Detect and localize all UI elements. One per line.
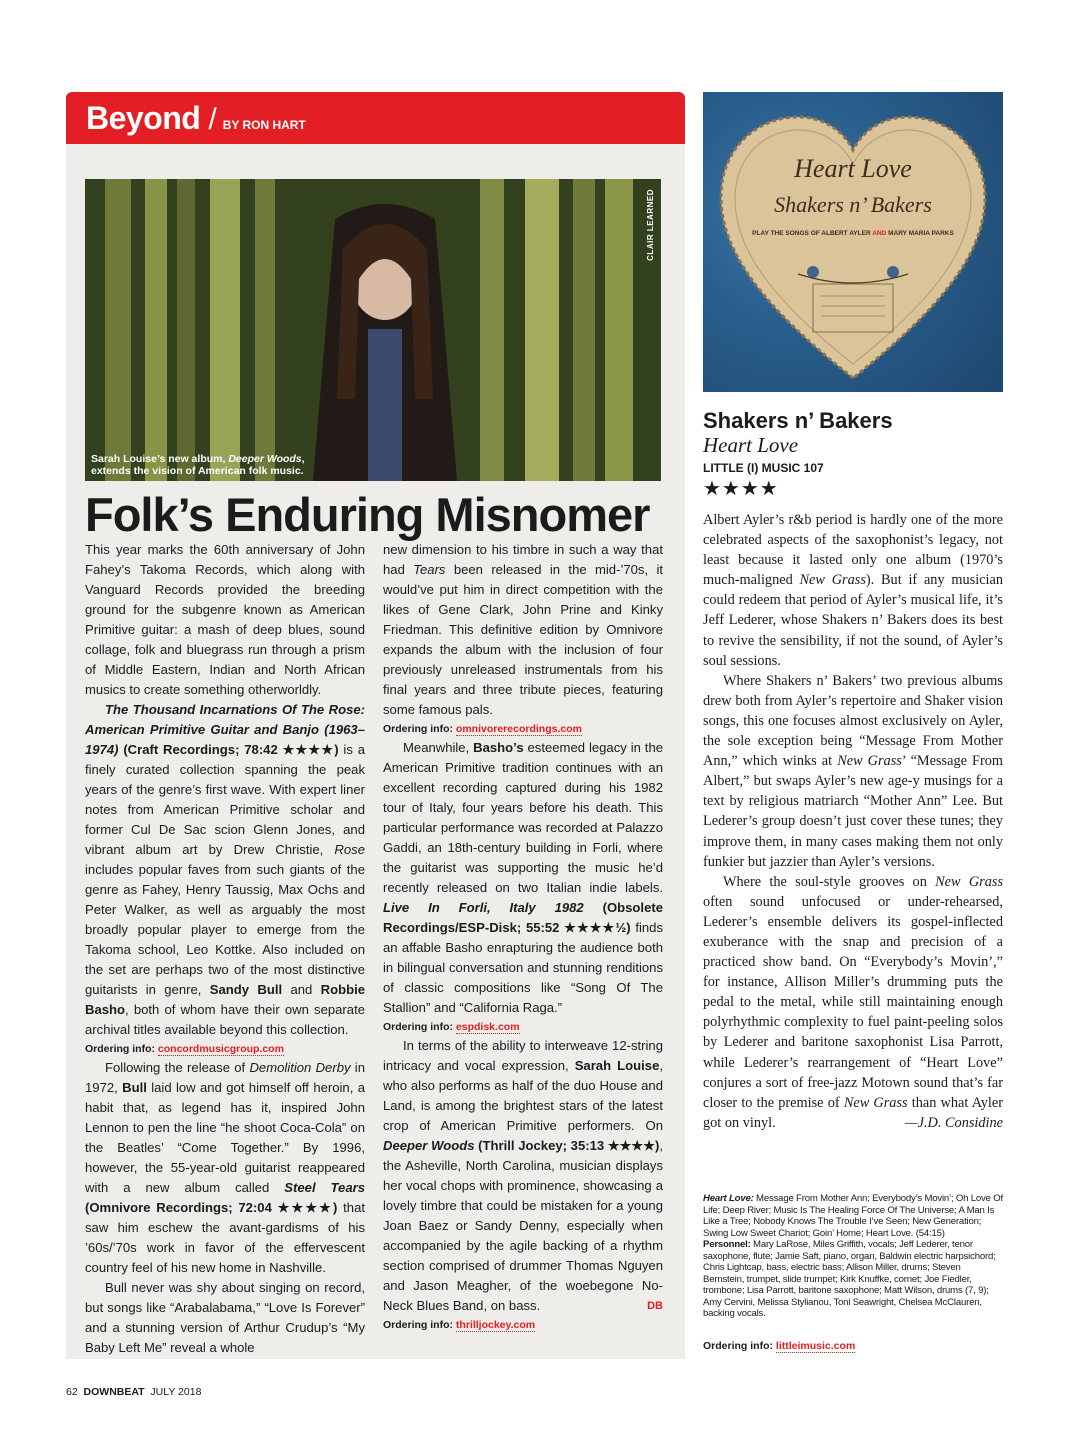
caption-line2: extends the vision of American folk music. [91,465,304,477]
ordering-info [85,1040,365,1058]
ordering-link[interactable]: espdisk.com [455,1021,520,1033]
text: is a finely curated collection spanning the peak years of the genre’s first wave. With expert liner notes from American Primitive scholar and former Cul De Sac scion Glenn Jones, and vibrant album art by Drew Christie, [85,742,365,857]
ordering-info [383,1018,663,1036]
paragraph [383,1036,663,1316]
reviewer-signature: —J.D. Considine [904,1114,1003,1131]
album-meta: (Craft Recordings; 78:42 ★★★★) [118,742,339,757]
page-folio [66,1386,201,1398]
text: Where the soul-style grooves on [723,873,936,890]
text-em: New Grass [843,1094,908,1111]
magazine-name: DOWNBEAT [83,1386,145,1398]
paragraph [383,540,663,720]
ordering-link[interactable]: littleimusic.com [775,1340,856,1352]
caption-album: Deeper Woods [228,453,302,465]
cover-title: Heart Love [794,154,912,183]
text: that saw him eschew the avant-gardisms of his ’60s/’70s work in favor of the effervescent country feel of his new home in Nashville. [85,1200,365,1275]
personnel-label: Personnel: [703,1239,751,1250]
paragraph: This year marks the 60th anniversary of John Fahey’s Takoma Records, which along with Vanguard Records provided the breeding ground for the subgenre known as American Primitive guitar: a mash of deep blues, sound collage, folk and bluegrass run through a prism of Middle Eastern, Indian and North African musics to create something otherworldly. [85,542,365,697]
cover-subtitle-text: PLAY THE SONGS OF ALBERT AYLER [752,230,873,237]
text-em: Demolition Derby [249,1060,351,1075]
ordering-info [383,720,663,738]
text: ). But if any musician could redeem that period of Ayler’s musical life, it’s Jeff Lederer, whose Shakers n’ Bakers does its best to revive the sensibility, if not the sound, of Ayler’s soul sessions. [703,572,1004,669]
text: laid low and got himself off heroin, a habit that, as legend has it, inspired John Lennon to pen the line “he shoot Coca-Cola” on the Beatles’ “Come Together.” By 1996, however, the 55-year-old guitarist reappeared with a new album called [85,1080,366,1195]
text-em: New Grass [799,572,866,589]
artist-name: Basho’s [473,740,524,755]
text: in 1972, [85,1060,365,1095]
text-em: New Grass [935,873,1004,890]
ordering-link[interactable]: omnivorerecordings.com [455,723,582,735]
review-album-title: Heart Love [703,433,799,457]
text: new dimension to his timbre in such a way that had [383,542,663,577]
photo-caption [91,453,305,477]
review-artist: Shakers n’ Bakers [703,408,893,433]
cover-subtitle-and: AND [872,230,887,237]
paragraph [703,872,1003,1133]
article-column-1 [85,540,365,1358]
text: often sound unfocused or under-rehearsed, Lederer’s ensemble delivers its gospel-inflected exuberance with the snap and precision of a practiced show band. On “Everybody’s Movin’,” for instance, Allison Miller’s drumming puts the pedal to the metal, while still maintaining enough polyrhythmic complexity to fuel paint-peeling solos by Lederer and baritone saxophonist Lisa Parrott, while Lederer’s rearrangement of “Heart Love” conjures a sort of free-jazz Motown sound that’s far closer to the premise of [703,893,1003,1111]
paragraph [383,738,663,1018]
album-title: Live In Forli, Italy 1982 [383,900,584,915]
album-credits [703,1193,1003,1320]
ordering-label: Ordering info: [383,1021,456,1033]
track-list [703,1193,1003,1239]
text: , the Asheville, North Carolina, musician displays her vocal chops with prominence, showcasing a lovely timbre that could be mistaken for a young Joan Baez or Sandy Denny, especially when accompanied by the agile backing of a rhythm section comprised of drummer Thomas Nguyen and Jason Meagher, of the woebegone No-Neck Blues Band, on bass. [383,1138,663,1313]
cover-artist: Shakers n’ Bakers [774,192,932,217]
paragraph [703,510,1003,671]
text: includes popular faves from such giants of the genre as Fahey, Henry Taussig, Max Ochs and Peter Walker, as well as arguably the most broadly popular player to emerge from the Takoma school, Leo Kottke. Also included on the set are perhaps two of the most distinctive guitarists in genre, [85,862,365,997]
album-cover [703,92,1003,392]
paragraph [85,700,365,1040]
track-list-text: Message From Mother Ann; Everybody’s Movin’; Oh Love Of Life; Deep River; Music Is The Healing Force Of The Universe; A Man Is Like a Tree; Nobody Knows The Trouble I’ve Seen; New Generation; Swing Low Sweet Chariot; Goin’ Home; Heart Love. (54:15) [703,1193,1003,1239]
review-label: LITTLE (I) MUSIC 107 [703,461,824,475]
text: than what Ayler got on vinyl. [703,1094,1003,1131]
feature-photo [85,179,661,481]
text: ’ “Message From Albert,” but swaps Ayler’s new age-y musings for a text by religious matriarch “Mother Ann” Lee. But Lederer’s group doesn’t just cover these tunes; they improve them, in many cases making them not only funkier but jazzier than Ayler’s versions. [703,753,1003,870]
article-headline: Folk’s Enduring Misnomer [85,488,650,541]
ordering-info [703,1340,855,1352]
artist-name: Sandy Bull [209,982,283,997]
bamboo-forest-illustration [85,179,661,481]
text: , who also performs as half of the duo House and Land, is among the brightest stars of the latest crop of American Primitive performers. On [383,1058,663,1133]
section-name: Beyond [86,100,201,136]
heart-cover-art [703,92,1003,392]
paragraph [703,671,1003,872]
ordering-label: Ordering info: [703,1340,776,1352]
text: Following the release of [105,1060,250,1075]
artist-name: Robbie Basho [85,982,366,1017]
text: Albert Ayler’s r&b period is hardly one of the more celebrated aspects of the saxophonist’s legacy, not least because it lasted only one album (1970’s much-maligned [703,512,1003,589]
ordering-label: Ordering info: [85,1043,158,1055]
text: esteemed legacy in the American Primitive tradition continues with an excellent recording captured during his 1982 tour of Italy, four years before his death. This particular performance was recorded at Palazzo Gaddi, an 18th-century building in Forli, where the guitarist was supporting the music he’d recently released on two Italian indie labels. [383,740,664,895]
personnel-text: Mary LaRose, Miles Griffith, vocals; Jeff Lederer, tenor saxophone, flute; Jamie Saft, piano, organ, Baldwin electric harpsichord; Chris Lightcap, bass, electric bass; Allison Miller, drums; Steven Bernstein, trumpet, slide trumpet; Kirk Knuffke, cornet; Joe Fiedler, trombone; Lisa Parrott, baritone saxophone; Matt Wilson, drums (7, 9); Amy Cervini, Melissa Stylianou, Toni Seawright, Chelsea McClauren, backing vocals. [703,1239,996,1319]
text: Where Shakers n’ Bakers’ two previous albums drew both from Ayler’s repertoire and Shaker vision songs, this one focuses almost exclusively on Ayler, the sole exception being “Message From Mother Ann,” which winks at [703,672,1003,770]
ordering-link[interactable]: thrilljockey.com [455,1319,536,1331]
album-title: Steel Tears [284,1180,365,1195]
page-number: 62 [66,1386,78,1398]
review-body [703,510,1003,1133]
byline: BY RON HART [222,118,306,132]
text-em: New Grass [837,753,902,770]
paragraph [85,1058,365,1278]
end-mark: DB [647,1300,663,1312]
ordering-label: Ordering info: [383,1319,456,1331]
text: been released in the mid-’70s, it would’ve put him in direct competition with the likes of Gene Clark, John Prine and Kinky Friedman. This definitive edition by Omnivore expands the album with the inclusion of four previously unreleased instrumentals from his final years and three tribute pieces, featuring some famous pals. [383,562,663,717]
issue-date: JULY 2018 [150,1386,202,1398]
text-em: Tears [413,562,446,577]
caption-text: Sarah Louise’s new album, [91,453,229,465]
section-slash: / [208,103,217,136]
cover-subtitle-text: MARY MARIA PARKS [886,230,954,237]
ordering-label: Ordering info: [383,723,456,735]
text: , both of whom have their own separate archival titles available beyond this collection. [85,1002,365,1037]
text: In terms of the ability to interweave 12-string intricacy and vocal expression, [383,1038,663,1073]
text-em: Rose [334,842,365,857]
artist-name: Sarah Louise [574,1058,660,1073]
photo-credit: CLAIR LEARNED [646,189,655,261]
star-rating: ★★★★ [703,478,779,500]
article-column-2 [383,540,663,1334]
text: Meanwhile, [403,740,474,755]
ordering-info [383,1316,663,1334]
album-meta: (Obsolete Recordings/ESP-Disk; 55:52 ★★★★½) [383,900,663,935]
cover-subtitle [703,230,1003,237]
text: finds an affable Basho enrapturing the audience both in bilingual conversation and stunning renditions of classic compositions like “Song Of The Stallion” and “California Raga.” [383,920,664,1015]
text: and [282,982,321,997]
track-list-label: Heart Love: [703,1193,754,1204]
album-title: The Thousand Incarnations Of The Rose: American Primitive Guitar and Banjo (1963–1974) [85,702,365,757]
album-meta: (Thrill Jockey; 35:13 ★★★★) [474,1138,660,1153]
album-meta: (Omnivore Recordings; 72:04 ★★★★) [85,1200,338,1215]
artist-name: Bull [122,1080,147,1095]
caption-comma: , [301,453,305,465]
paragraph: Bull never was shy about singing on record, but songs like “Arabalabama,” “Love Is Forever” and a stunning version of Arthur Crudup’s “My Baby Left Me” reveal a whole [85,1280,365,1355]
section-banner [66,92,685,144]
album-title: Deeper Woods [383,1138,475,1153]
personnel [703,1239,1003,1320]
ordering-link[interactable]: concordmusicgroup.com [157,1043,284,1055]
